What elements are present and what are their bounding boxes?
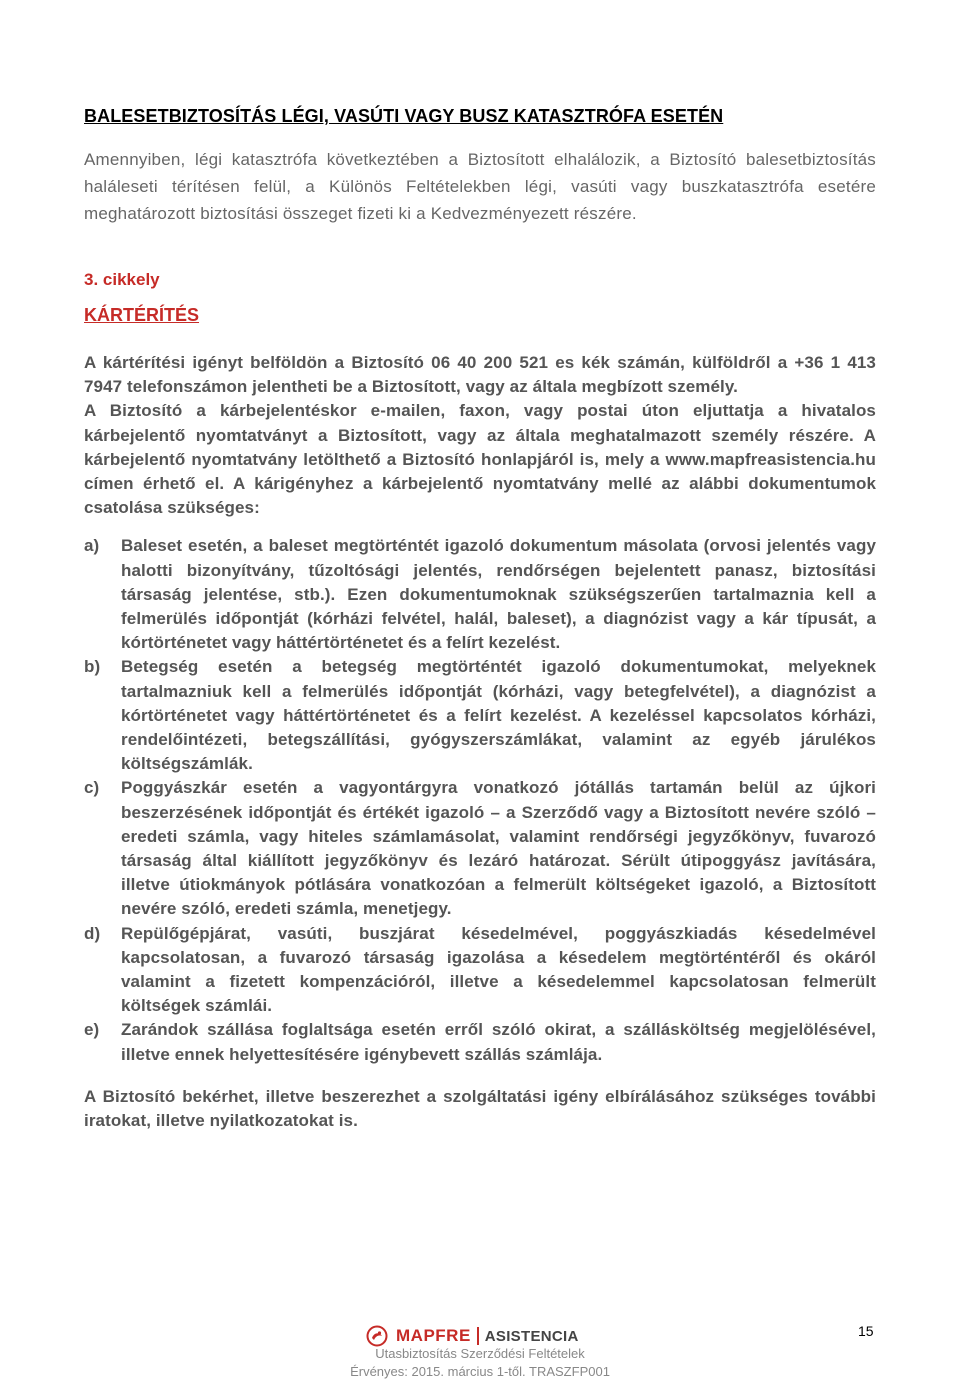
footer-document-title: Utasbiztosítás Szerződési Feltételek bbox=[375, 1346, 585, 1361]
list-item bbox=[84, 655, 876, 776]
intro-paragraph: Amennyiben, légi katasztrófa következtében a Biztosított elhalálozik, a Biztosító balesetbiztosítás haláleseti térítésen felül, a Különös Feltételekben légi, vasúti vagy buszkatasztrófa esetére meghatározott biztosítási összeget fizeti ki a Kedvezményezett részére. bbox=[84, 150, 876, 223]
article-title: KÁRTÉRÍTÉS bbox=[84, 305, 200, 325]
logo-divider bbox=[477, 1327, 479, 1345]
required-documents-list bbox=[84, 534, 876, 1066]
list-item bbox=[84, 534, 876, 655]
list-marker: b) bbox=[84, 657, 101, 677]
list-marker: d) bbox=[84, 923, 101, 943]
list-item-text: Betegség esetén a betegség megtörténtét igazoló dokumentumokat, melyeknek tartalmazniuk kell a felmerülés időpontját (kórházi, vagy betegfelvétel), a diagnózist a kórtörténetet vagy háttértörténetet és a felírt kezelést. A kezeléssel kapcsolatos kórházi, rendelőintézeti, betegszállítási, gyógyszerszámlákat, valamint az egyéb járulékos költségszámlák. bbox=[121, 657, 876, 774]
claim-form-paragraph: A Biztosító a kárbejelentéskor e-mailen, faxon, vagy postai úton eljuttatja a hivatalos kárbejelentő nyomtatványt a Biztosított, vagy az általa meghatalmazott személy részére. A kárbejelentő nyomtatvány letölthető a Biztosító honlapjáról is, mely a www.mapfreasistencia.hu címen érhető el. A kárigényhez a kárbejelentő nyomtatvány mellé az alábbi dokumentumok csatolása szükséges: bbox=[84, 401, 876, 518]
list-item-text: Repülőgépjárat, vasúti, buszjárat késedelmével, poggyászkiadás késedelmével kapcsolatosan, a fuvarozó társaság igazolása a késedelem megtörténtéről és okáról valamint a fizetett kompenzációról, illetve a késedelemmel kapcsolatosan felmerült költségek számlái. bbox=[121, 923, 876, 1016]
list-item bbox=[84, 776, 876, 921]
section-heading: BALESETBIZTOSÍTÁS LÉGI, VASÚTI VAGY BUSZ KATASZTRÓFA ESETÉN bbox=[84, 106, 724, 126]
list-item bbox=[84, 1018, 876, 1066]
list-marker: e) bbox=[84, 1020, 100, 1040]
page-number: 15 bbox=[858, 1323, 874, 1339]
article-number: 3. cikkely bbox=[84, 270, 160, 289]
mapfre-logo bbox=[366, 1324, 579, 1348]
list-item-text: Baleset esetén, a baleset megtörténtét igazoló dokumentum másolata (orvosi jelentés vagy halotti bizonyítvány, tűzoltósági jelentés, rendőrségen bejelentett panasz, biztosítási társaság jelentése, stb.). Ezen dokumentumoknak szükségszerűen tartalmaznia kell a felmerülés időpontját (kórházi felvétel, halál, baleset), a diagnózist vagy a kár típusát, a kórtörténetet vagy háttértörténetet és a felírt kezelést. bbox=[121, 536, 876, 653]
logo-brand-text: MAPFRE bbox=[396, 1326, 471, 1345]
list-item-text: Poggyászkár esetén a vagyontárgyra vonatkozó jótállás tartamán belül az újkori beszerzésének időpontját és értékét igazoló – a Szerződő vagy a Biztosított nevére szóló – eredeti számla, vagy hiteles számlamásolat, valamint rendőrségi jegyzőkönyv, fuvarozó társaság által kiállított jegyzőkönyv és lezáró határozat. Sérült útipoggyász javítására, illetve útiokmányok pótlására vonatkozóan a felmerült költségeket igazoló, a Biztosított nevére szóló, eredeti számla, menetjegy. bbox=[121, 778, 876, 919]
claim-report-paragraph: A kártérítési igényt belföldön a Biztosító 06 40 200 521 es kék számán, külföldről a +36 1 413 7947 telefonszámon jelentheti be a Biztosított, vagy az általa megbízott személy. bbox=[84, 353, 876, 397]
mapfre-emblem-icon bbox=[366, 1325, 388, 1347]
logo-sub-text: ASISTENCIA bbox=[484, 1327, 579, 1345]
list-marker: c) bbox=[84, 778, 100, 798]
closing-paragraph: A Biztosító bekérhet, illetve beszerezhet a szolgáltatási igény elbírálásához szükséges további iratokat, illetve nyilatkozatokat is. bbox=[84, 1086, 876, 1131]
list-item bbox=[84, 922, 876, 1019]
list-marker: a) bbox=[84, 536, 100, 556]
page-content bbox=[84, 104, 876, 1133]
footer-validity: Érvényes: 2015. március 1-től. TRASZFP001 bbox=[350, 1364, 610, 1379]
list-item-text: Zarándok szállása foglaltsága esetén erről szóló okirat, a szállásköltség megjelölésével, illetve ennek helyettesítésére igénybevett szállás számlája. bbox=[121, 1020, 876, 1064]
